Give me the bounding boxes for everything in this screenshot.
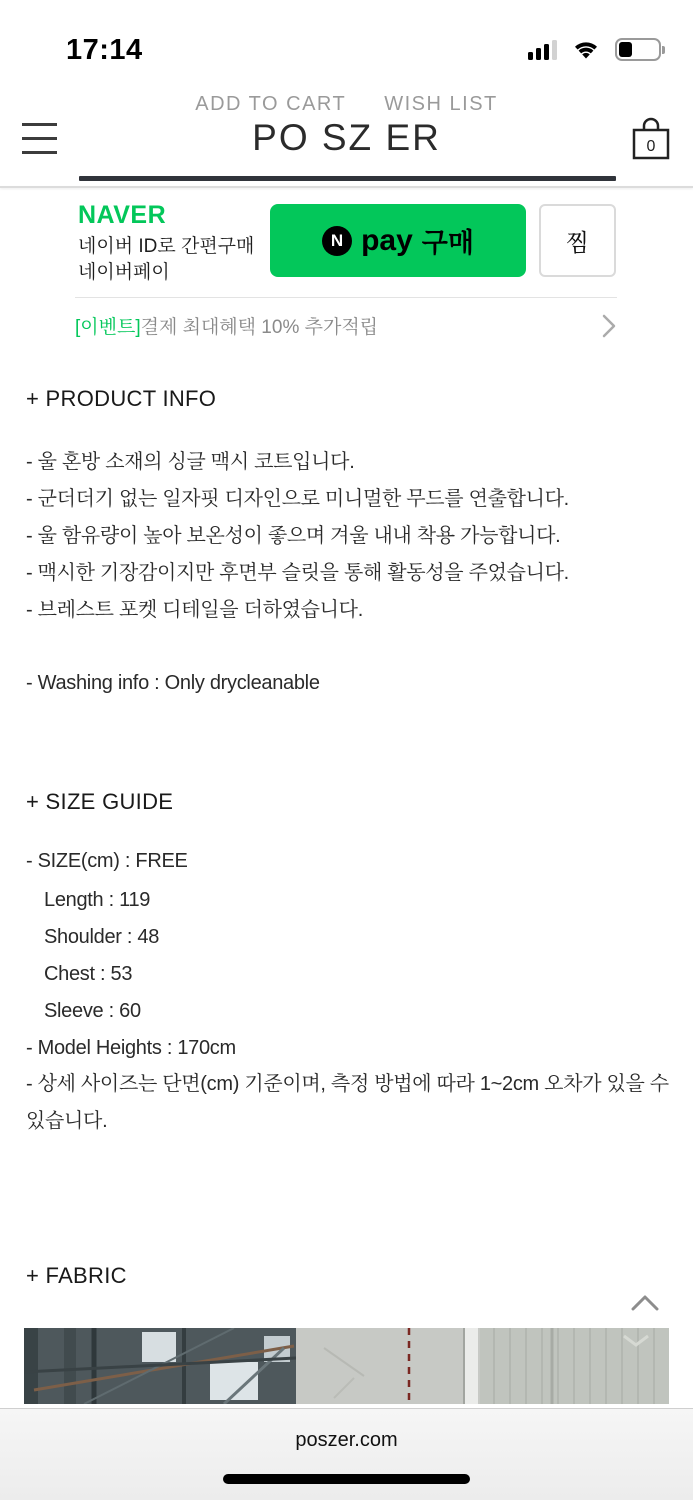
zzim-wish-button[interactable]: 찜 xyxy=(539,204,616,277)
scroll-to-top-button[interactable] xyxy=(629,1293,661,1318)
product-bullet: - 울 함유량이 높아 보온성이 좋으며 겨울 내내 착용 가능합니다. xyxy=(26,525,561,547)
clock: 17:14 xyxy=(66,34,143,66)
event-tag: [이벤트] xyxy=(75,317,141,338)
product-bullet: - 브레스트 포켓 디테일을 더하였습니다. xyxy=(26,599,363,621)
naver-desc-line1: 네이버 ID로 간편구매 xyxy=(78,236,255,257)
npay-buy-button[interactable] xyxy=(270,204,526,277)
header-links xyxy=(0,93,693,116)
measurement-chest: Chest : 53 xyxy=(44,963,133,985)
wish-list-link[interactable]: WISH LIST xyxy=(384,93,498,115)
size-line: - SIZE(cm) : FREE xyxy=(26,850,188,872)
model-height-line: - Model Heights : 170cm xyxy=(26,1037,236,1059)
size-guide-title: + SIZE GUIDE xyxy=(26,789,174,814)
npay-action-label: 구매 xyxy=(421,228,474,258)
npay-logo-icon: N xyxy=(322,226,352,256)
measurement-shoulder: Shoulder : 48 xyxy=(44,926,160,948)
header-divider xyxy=(0,186,693,188)
fabric-photo xyxy=(24,1328,669,1404)
status-bar xyxy=(0,0,693,85)
naver-desc-line2: 네이버페이 xyxy=(78,262,170,283)
browser-bottom-bar xyxy=(0,1408,693,1500)
measurement-length: Length : 119 xyxy=(44,889,151,911)
home-indicator[interactable] xyxy=(223,1474,470,1484)
chevron-right-icon xyxy=(601,312,617,340)
cell-signal-icon xyxy=(528,40,557,60)
header-active-indicator xyxy=(79,176,616,181)
measurement-sleeve: Sleeve : 60 xyxy=(44,1000,141,1022)
size-note: - 상세 사이즈는 단면(cm) 기준이며, 측정 방법에 따라 1~2cm 오차가 있을 수 있습니다. xyxy=(26,1073,669,1132)
cart-count: 0 xyxy=(646,138,656,155)
product-bullet: - 군더더기 없는 일자핏 디자인으로 미니멀한 무드를 연출합니다. xyxy=(26,488,569,510)
menu-icon[interactable] xyxy=(22,121,57,157)
battery-icon xyxy=(615,38,661,61)
event-text: 결제 최대혜택 10% 추가적립 xyxy=(140,317,379,338)
event-banner[interactable] xyxy=(75,312,617,340)
naver-wordmark: NAVER xyxy=(78,201,167,229)
washing-info: - Washing info : Only drycleanable xyxy=(26,672,320,694)
event-divider xyxy=(75,297,617,298)
wifi-icon xyxy=(571,39,601,61)
cart-bag-icon[interactable] xyxy=(631,116,671,160)
product-bullet: - 울 혼방 소재의 싱글 맥시 코트입니다. xyxy=(26,451,355,473)
address-bar[interactable]: poszer.com xyxy=(295,1429,398,1451)
product-info-title: + PRODUCT INFO xyxy=(26,386,217,411)
brand-logo[interactable]: PO SZ ER xyxy=(252,117,441,158)
product-bullet: - 맥시한 기장감이지만 후면부 슬릿을 통해 활동성을 주었습니다. xyxy=(26,562,569,584)
add-to-cart-link[interactable]: ADD TO CART xyxy=(195,93,347,115)
npay-word: pay xyxy=(361,223,413,257)
fabric-title: + FABRIC xyxy=(26,1263,127,1288)
